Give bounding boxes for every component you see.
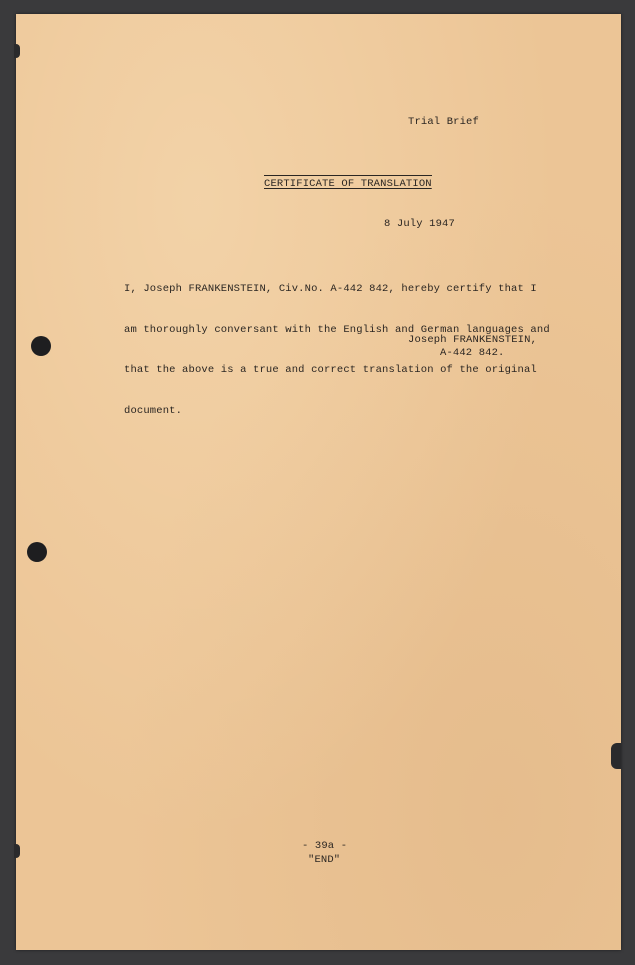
edge-tear-left-top	[14, 44, 20, 58]
body-line: am thoroughly conversant with the English and German languages and	[124, 323, 550, 336]
signature-name: Joseph FRANKENSTEIN,	[408, 334, 538, 346]
punch-hole-upper	[31, 336, 51, 356]
certificate-title: CERTIFICATE OF TRANSLATION	[264, 178, 432, 190]
body-line: I, Joseph FRANKENSTEIN, Civ.No. A-442 842, hereby certify that I	[124, 283, 537, 295]
signature-id: A-442 842.	[440, 347, 505, 359]
document-header: Trial Brief	[408, 116, 479, 128]
body-line: that the above is a true and correct translation of the original	[124, 364, 537, 376]
punch-hole-lower	[27, 542, 47, 562]
document-page	[16, 14, 621, 950]
edge-tear-right	[611, 743, 621, 769]
end-mark: "END"	[308, 854, 341, 866]
body-line: document.	[124, 404, 183, 417]
page-number: - 39a -	[302, 840, 348, 852]
certificate-date: 8 July 1947	[384, 218, 455, 230]
edge-tear-left-bottom	[14, 844, 20, 858]
